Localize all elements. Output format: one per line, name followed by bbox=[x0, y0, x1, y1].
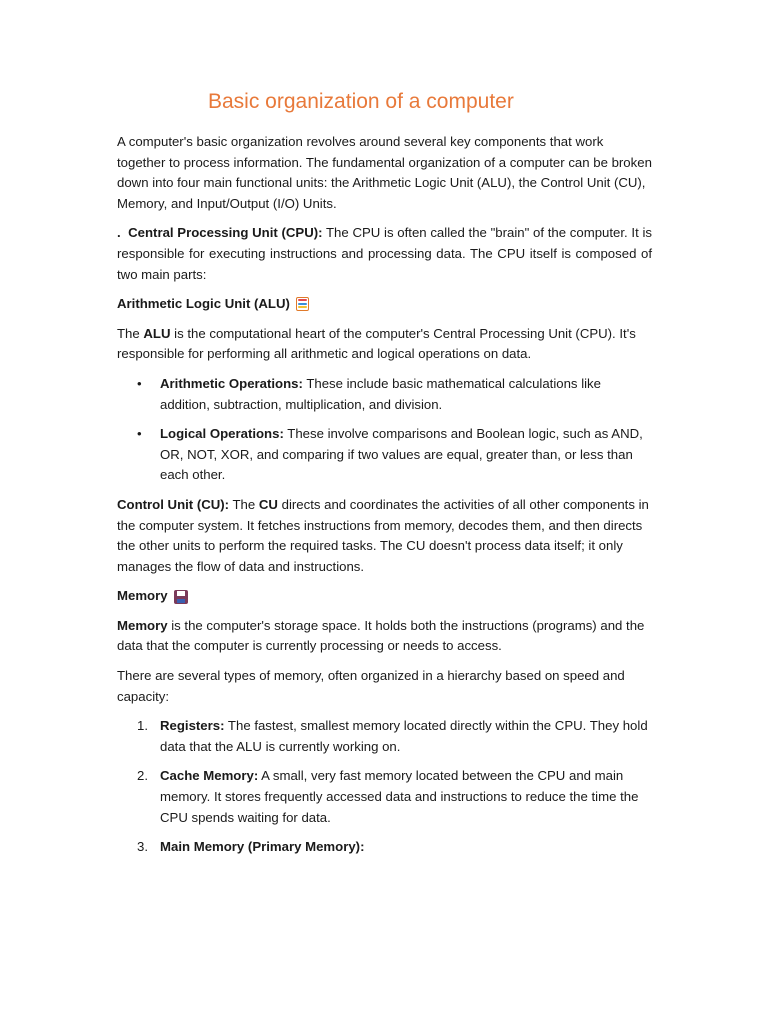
list-item bbox=[117, 716, 652, 757]
alu-heading-text: Arithmetic Logic Unit (ALU) bbox=[117, 296, 290, 312]
cu-paragraph bbox=[117, 495, 652, 577]
cu-term: Control Unit (CU): bbox=[117, 496, 230, 512]
list-item-text: A small, very fast memory located between the CPU and main memory. It stores frequently accessed data and instructions to reduce the time the CPU spends waiting for data. bbox=[160, 768, 639, 825]
list-item-text: These include basic mathematical calculations like addition, subtraction, multiplication, and division. bbox=[160, 375, 601, 412]
bullet-marker: • bbox=[137, 375, 142, 391]
memory-heading-text: Memory bbox=[117, 588, 168, 604]
cpu-paragraph bbox=[117, 223, 652, 285]
cu-pre: The bbox=[229, 496, 259, 512]
list-item-term: Registers: bbox=[160, 718, 225, 734]
intro-paragraph: A computer's basic organization revolves around several key components that work together to process information. The fundamental organization of a computer can be broken down into four main functional units: the Arithmetic Logic Unit (ALU), the Control Unit (CU), Memory, and Input/Output (I/O) Units. bbox=[117, 134, 652, 211]
list-item-term: Arithmetic Operations: bbox=[160, 375, 303, 391]
cpu-text: The CPU is often called the "brain" of the computer. It is responsible for executing instructions and processing data. The CPU itself is composed of two main parts: bbox=[117, 225, 653, 282]
memory-description bbox=[117, 616, 652, 657]
list-item-term: Logical Operations: bbox=[160, 426, 284, 442]
memory-types-intro: There are several types of memory, often organized in a hierarchy based on speed and capacity: bbox=[117, 668, 625, 704]
list-item bbox=[117, 766, 652, 828]
list-item-term: Cache Memory: bbox=[160, 768, 259, 784]
list-number: 2. bbox=[137, 768, 148, 784]
alu-operations-list bbox=[117, 374, 652, 486]
cu-text: directs and coordinates the activities of all other components in the computer system. It fetches instructions from memory, decodes them, and then directs the other units to perform the required tasks. The CU doesn't process data itself; it only manages the flow of data and instructions. bbox=[117, 496, 649, 574]
alu-heading bbox=[117, 294, 652, 315]
document-title: Basic organization of a computer bbox=[208, 90, 514, 113]
floppy-disk-icon bbox=[174, 590, 188, 604]
memory-desc-term: Memory bbox=[117, 617, 168, 633]
list-number: 1. bbox=[137, 718, 148, 734]
alu-desc-pre: The bbox=[117, 325, 144, 341]
cpu-prefix: . bbox=[117, 225, 121, 241]
abacus-icon bbox=[296, 297, 309, 311]
list-item bbox=[117, 374, 652, 415]
alu-desc-term: ALU bbox=[143, 325, 171, 341]
memory-heading bbox=[117, 586, 652, 607]
alu-desc-post: is the computational heart of the computer's Central Processing Unit (CPU). It's responsible for performing all arithmetic and logical operations on data. bbox=[117, 325, 636, 362]
bullet-marker: • bbox=[137, 426, 142, 442]
alu-description bbox=[117, 324, 652, 365]
cu-term2: CU bbox=[258, 496, 278, 512]
list-item-term: Main Memory (Primary Memory): bbox=[160, 839, 365, 855]
document-page bbox=[117, 88, 652, 867]
list-item-text: The fastest, smallest memory located directly within the CPU. They hold data that the ALU is currently working on. bbox=[160, 718, 648, 754]
memory-types-list bbox=[117, 716, 652, 858]
list-item bbox=[117, 424, 652, 486]
list-item bbox=[117, 837, 652, 858]
memory-desc-post: is the computer's storage space. It holds both the instructions (programs) and the data that the computer is currently processing or needs to access. bbox=[117, 617, 645, 654]
cpu-term: Central Processing Unit (CPU): bbox=[128, 225, 323, 241]
list-item-text: These involve comparisons and Boolean logic, such as AND, OR, NOT, XOR, and comparing if two values are equal, greater than, or less than each other. bbox=[160, 426, 643, 483]
list-number: 3. bbox=[137, 839, 148, 855]
